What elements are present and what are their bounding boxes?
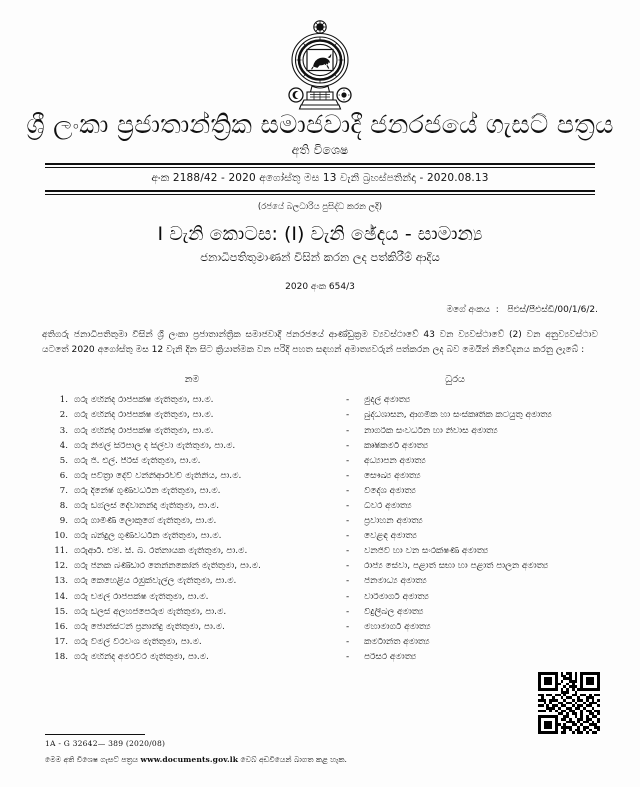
row-dash: - [346, 516, 350, 527]
row-index: 18. [54, 651, 68, 662]
qr-cell [597, 731, 600, 734]
sri-lanka-national-emblem-icon [279, 20, 361, 112]
row-dash: - [346, 410, 350, 421]
appointee-name: ගරු දිනේෂ් ගුණවර්ධන මැතිතුමා, පා.ම. [74, 486, 221, 496]
row-dash: - [346, 425, 350, 436]
row-index: 8. [59, 500, 68, 511]
row-index: 7. [59, 485, 68, 496]
appointee-post: බුද්ධශාසන, ආගමික හා සංස්කෘතික කටයුතු අමාත්‍ය [364, 411, 552, 421]
row-dash: - [346, 470, 350, 481]
row-dash: - [346, 531, 350, 542]
appointee-name: ගරු චමල් රාජපක්ෂ මැතිතුමා, පා.ම. [74, 592, 209, 602]
documents-website-link[interactable]: www.documents.gov.lk [140, 755, 239, 764]
appointment-row [42, 457, 598, 466]
reference-separator: : [492, 304, 505, 315]
row-index: 17. [54, 636, 68, 647]
qr-code [538, 672, 600, 734]
qr-code-block [538, 672, 600, 734]
appointee-post: සෞඛ්‍ය අමාත්‍ය [364, 471, 421, 481]
appointee-post: කෘෂිකර්ම අමාත්‍ය [364, 441, 429, 451]
appointee-post: මුදල් අමාත්‍ය [364, 396, 411, 406]
column-header-name: නම [184, 374, 200, 386]
row-index: 15. [54, 606, 68, 617]
appointee-name: ගරු නිමල් සිරිපාල ද සිල්වා මැතිතුමා, පා.ම. [74, 441, 236, 451]
appointment-row [42, 593, 598, 602]
body-paragraph: අතිගරු ජනාධිපතිතුමා විසින් ශ්‍රී ලංකා ප්‍රජාතාන්ත්‍රික සමාජවාදී ජනරජයේ ආණ්ඩුක්‍රම ව්‍යවස්ථාවේ 43 වන ව්‍යවස්ථාවේ (2) වන අනුව්‍යවස්ථාව යටතේ 2020 අගෝස්තු මස 12 වැනි දින සිට ක්‍රියාත්මක වන පරිදි පහත සඳහන් අමාත්‍යවරුන් පත්කරන ලද බව මෙයින් නිවේදනය කරනු ලැබේ : [42, 329, 598, 355]
row-index: 5. [59, 455, 68, 466]
appointment-row [42, 487, 598, 496]
appointee-name: ගරු ගාමිණී ලොකුගේ මැතිතුමා, පා.ම. [74, 517, 217, 526]
gazette-title: ශ්‍රී ලංකා ප්‍රජාතාන්ත්‍රික සමාජවාදී ජනරජයේ ගැසට් පත්‍රය [26, 110, 614, 140]
appointee-name: ගරු විමල් වීරවංශ මැතිතුමා, පා.ම. [74, 637, 202, 647]
row-dash: - [346, 576, 350, 587]
masthead [0, 112, 640, 156]
row-index: 2. [59, 410, 68, 421]
appointee-post: විදේශ අමාත්‍ය [364, 486, 416, 496]
appointments-list [42, 396, 598, 662]
appointee-post: කර්මාන්ත අමාත්‍ය [364, 637, 430, 647]
appointment-row [42, 608, 598, 617]
appointee-post: මහාමාර්ග අමාත්‍ය [364, 622, 431, 632]
row-index: 12. [54, 561, 68, 572]
row-index: 1. [59, 395, 68, 406]
row-index: 10. [54, 531, 68, 542]
appointee-post: ධීවර අමාත්‍ය [364, 501, 412, 511]
appointee-name: ගරු මහින්ද රාජපක්ෂ මැතිතුමා, පා.ම. [74, 396, 214, 406]
row-index: 16. [54, 621, 68, 632]
appointment-row [42, 547, 598, 556]
appointee-post: පරිසර අමාත්‍ය [364, 652, 417, 662]
row-dash: - [346, 621, 350, 632]
emblem-container [0, 0, 640, 112]
appointee-name: ගරු මහින්ද රාජපක්ෂ මැතිතුමා, පා.ම. [74, 411, 214, 421]
appointee-name: ගරු බන්දුල ගුණවර්ධන මැතිතුමා, පා.ම. [74, 532, 222, 542]
issue-line: අංක 2188/42 - 2020 අගෝස්තු මස 13 වැනි බ්‍රහස්පතින්දා - 2020.08.13 [151, 171, 489, 184]
appointee-name: ගරු ඩග්ලස් දේවානන්දා මැතිතුමා, පා.ම. [74, 501, 220, 511]
appointee-post: නාගරික සංවර්ධන හා නිවාස අමාත්‍ය [364, 426, 498, 436]
appointee-name: ගරුආර්. එම්. සී. බී. රත්නායක මැතිතුමා, පා.ම. [74, 547, 248, 557]
row-index: 4. [59, 440, 68, 451]
row-dash: - [346, 500, 350, 511]
appointment-row [42, 638, 598, 647]
reference-label: මගේ අංකය [446, 304, 490, 315]
appointment-row [42, 577, 598, 586]
row-dash: - [346, 546, 350, 557]
part-subtitle: ජනාධිපතිතුමාණන් විසින් කරන ලද පත්කිරීම් ආදිය [200, 249, 440, 264]
row-dash: - [346, 455, 350, 466]
row-index: 11. [54, 546, 68, 557]
appointment-row [42, 472, 598, 481]
row-dash: - [346, 395, 350, 406]
reference-value: පිඑස්/පීඑස්ඩී/00/1/6/2. [507, 304, 598, 315]
footer-rule [45, 734, 145, 735]
row-index: 14. [54, 591, 68, 602]
appointment-row [42, 517, 598, 526]
appointee-name: ගරු ජී. එල්. පීරිස් මැතිතුමා, පා.ම. [74, 456, 201, 466]
appointee-post: වනජීවි හා වන සංරක්ෂණ අමාත්‍ය [364, 547, 489, 557]
column-header-post: ධුරය [445, 374, 465, 386]
appointee-name: ගරු ජොන්ස්ටන් ප්‍රනාන්දු මැතිතුමා, පා.ම. [74, 622, 225, 632]
table-column-headers [42, 374, 598, 385]
row-dash: - [346, 651, 350, 662]
row-dash: - [346, 485, 350, 496]
appointee-post: විදුලිබල අමාත්‍ය [364, 607, 424, 617]
appointee-post: වාරිමාර්ග අමාත්‍ය [364, 592, 429, 602]
appointment-row [42, 562, 598, 571]
appointment-row [42, 502, 598, 511]
footer-print-code: 1A - G 32642— 389 (2020/08) [45, 739, 166, 748]
part-heading: I වැනි කොටස: (I) වැනි ඡේදය - සාමාන්‍ය [157, 222, 483, 245]
appointment-row [42, 427, 598, 436]
row-dash: - [346, 636, 350, 647]
appointee-post: අධ්‍යාපන අමාත්‍ය [364, 456, 426, 466]
row-dash: - [346, 591, 350, 602]
row-index: 9. [59, 516, 68, 527]
appointment-row [42, 442, 598, 451]
footer [45, 734, 597, 765]
appointee-name: ගරු කෙහෙළිය රඹුක්වැල්ල මැතිතුමා, පා.ම. [74, 577, 237, 587]
appointee-name: ගරු පවිත්‍රා දේවි වන්නිආරච්චි මැතිනිය, පා.ම. [74, 471, 242, 481]
appointee-name: ගරු ජනක බණ්ඩාර තෙන්නකෝන් මැතිතුමා, පා.ම. [74, 562, 261, 572]
appointment-row [42, 653, 598, 662]
appointment-row [42, 623, 598, 632]
row-index: 6. [59, 470, 68, 481]
appointee-post: රාජ්‍ය සේවා, පළාත් සභා හා පළාත් පාලන අමාත්‍ය [364, 562, 549, 572]
header-rule-bottom [45, 190, 595, 195]
appointee-name: ගරු මහින්ද රාජපක්ෂ මැතිතුමා, පා.ම. [74, 426, 214, 436]
row-index: 13. [54, 576, 68, 587]
reference-line [0, 305, 598, 315]
appointee-post: ජනමාධ්‍ය අමාත්‍ය [364, 577, 427, 587]
row-dash: - [346, 606, 350, 617]
issue-number: 2020 අංක 654/3 [285, 281, 355, 292]
gazette-subtitle: අති විශෙෂ [291, 141, 349, 157]
published-note: (රජයේ බලධාරිය පුසිද්ධ කරන ලදි) [257, 201, 383, 212]
footer-note [45, 755, 597, 765]
footer-note-before: මෙම අති විශෙෂ ගැසට් පත්‍රය [45, 755, 139, 764]
footer-note-after: වෙබ් අඩවියෙන් බාගත කළ හැක. [240, 755, 347, 764]
appointment-row [42, 532, 598, 541]
appointee-post: ප්‍රවාහන අමාත්‍ය [364, 517, 423, 526]
row-dash: - [346, 561, 350, 572]
row-index: 3. [59, 425, 68, 436]
appointment-row [42, 396, 598, 405]
appointee-name: ගරු ඩලස් අලහප්පෙරුම මැතිතුමා, පා.ම. [74, 607, 227, 617]
appointee-post: වෙළඳ අමාත්‍ය [364, 532, 417, 542]
appointee-name: ගරු මහින්ද අමරවීර මැතිතුමා, පා.ම. [74, 652, 209, 662]
appointment-row [42, 411, 598, 420]
row-dash: - [346, 440, 350, 451]
